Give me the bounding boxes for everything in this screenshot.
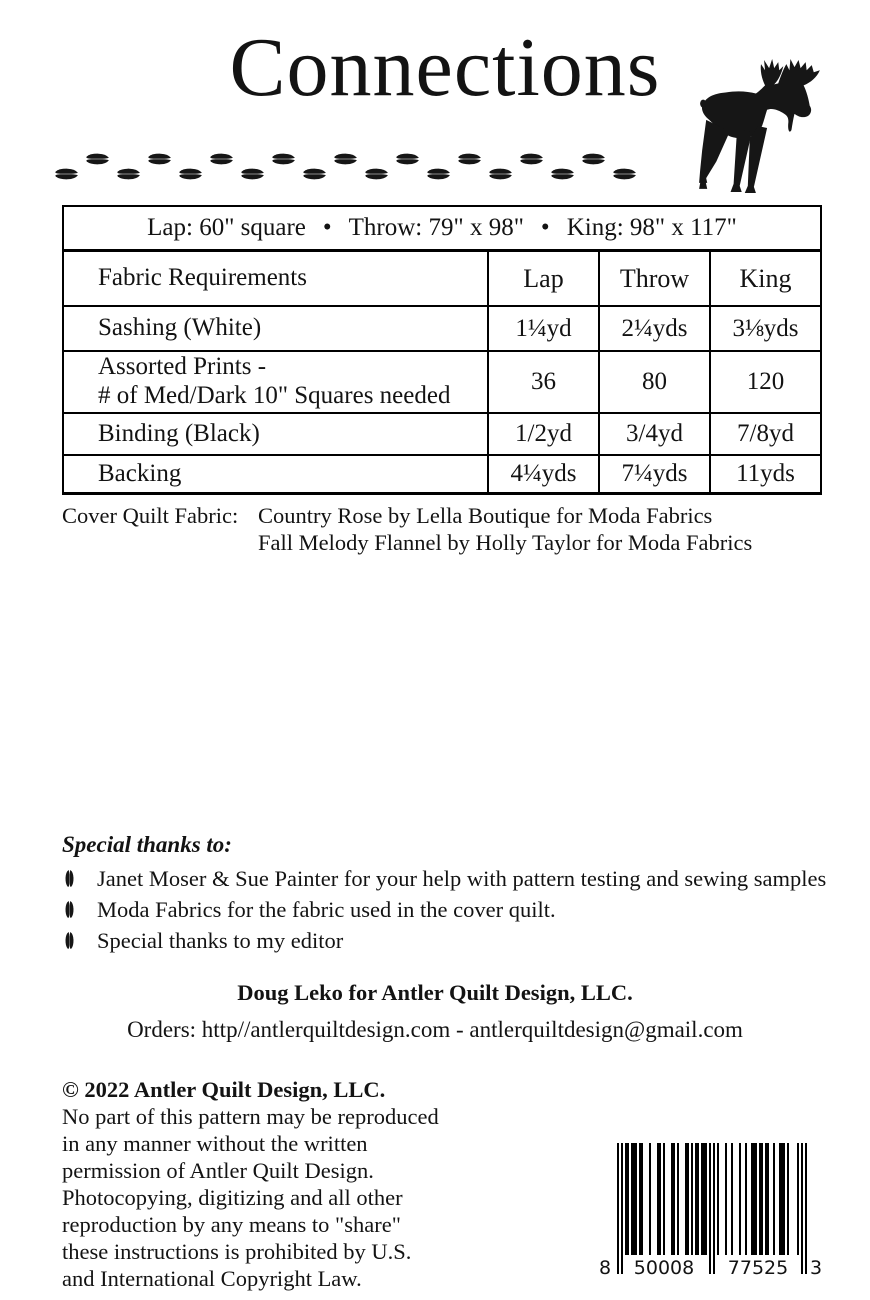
column-header-lap: Lap <box>487 252 598 305</box>
row-label-sashing: Sashing (White) <box>98 314 262 342</box>
cover-quilt-fabric <box>62 502 752 556</box>
separator-dot: • <box>540 214 550 241</box>
row-label-line2: # of Med/Dark 10" Squares needed <box>98 382 451 409</box>
table-row <box>64 350 820 412</box>
list-item <box>62 929 852 953</box>
copyright-line: these instructions is prohibited by U.S. <box>62 1239 412 1264</box>
size-throw: Throw: 79" x 98" <box>348 214 524 241</box>
cell-value: 2¼yds <box>598 307 709 350</box>
cover-fabric-line1: Country Rose by Lella Boutique for Moda Fabrics <box>258 503 713 528</box>
cell-value: 1¼yd <box>487 307 598 350</box>
hoofprint-bullet-icon <box>62 929 77 952</box>
separator-dot: • <box>322 214 332 241</box>
copyright-heading: © 2022 Antler Quilt Design, LLC. <box>62 1077 386 1102</box>
thanks-item-text: Janet Moser & Sue Painter for your help with pattern testing and sewing samples <box>97 866 827 891</box>
hoofprint-bullet-icon <box>62 867 77 890</box>
table-row <box>64 305 820 350</box>
column-header-king: King <box>709 252 820 305</box>
hoofprint-bullet-icon <box>62 898 77 921</box>
size-lap: Lap: 60" square <box>147 214 306 241</box>
fabric-requirements-title: Fabric Requirements <box>98 264 307 292</box>
special-thanks-section <box>62 832 852 960</box>
moose-icon <box>699 57 823 195</box>
upc-barcode <box>597 1143 825 1285</box>
barcode-digit-group: 50008 <box>631 1257 697 1279</box>
thanks-item-text: Special thanks to my editor <box>97 928 344 953</box>
cell-value: 7/8yd <box>709 414 820 454</box>
list-item <box>62 867 852 891</box>
cover-fabric-line2: Fall Melody Flannel by Holly Taylor for Moda Fabrics <box>258 530 753 555</box>
copyright-line: and International Copyright Law. <box>62 1266 362 1291</box>
special-thanks-heading: Special thanks to: <box>62 832 232 857</box>
cell-value: 1/2yd <box>487 414 598 454</box>
copyright-line: reproduction by any means to "share" <box>62 1212 401 1237</box>
barcode-bars <box>617 1143 807 1274</box>
copyright-block <box>62 1076 492 1292</box>
page-title: Connections <box>229 21 661 114</box>
column-header-throw: Throw <box>598 252 709 305</box>
cell-value: 11yds <box>709 456 820 492</box>
cell-value: 7¼yds <box>598 456 709 492</box>
table-header-row <box>64 249 820 305</box>
orders-contact-line: Orders: http//antlerquiltdesign.com - antlerquiltdesign@gmail.com <box>127 1017 743 1042</box>
row-label-binding: Binding (Black) <box>98 419 260 447</box>
copyright-line: No part of this pattern may be reproduced <box>62 1104 439 1129</box>
designer-byline: Doug Leko for Antler Quilt Design, LLC. <box>237 980 633 1005</box>
cell-value: 36 <box>487 352 598 412</box>
row-label-backing: Backing <box>98 459 182 487</box>
cell-value: 3/4yd <box>598 414 709 454</box>
cell-value: 3⅛yds <box>709 307 820 350</box>
fabric-table <box>62 205 822 495</box>
table-row <box>64 454 820 492</box>
table-row <box>64 412 820 454</box>
barcode-digit: 3 <box>810 1257 823 1279</box>
copyright-line: permission of Antler Quilt Design. <box>62 1158 374 1183</box>
thanks-item-text: Moda Fabrics for the fabric used in the cover quilt. <box>97 897 556 922</box>
row-label-assorted-prints <box>64 353 487 411</box>
barcode-digit: 8 <box>599 1257 612 1279</box>
cell-value: 120 <box>709 352 820 412</box>
copyright-line: Photocopying, digitizing and all other <box>62 1185 403 1210</box>
cover-fabric-lines <box>258 502 752 556</box>
cell-value: 4¼yds <box>487 456 598 492</box>
cover-fabric-label: Cover Quilt Fabric: <box>62 503 239 528</box>
copyright-line: in any manner without the written <box>62 1131 368 1156</box>
quilt-sizes-row <box>64 207 820 249</box>
barcode-digit-group: 77525 <box>725 1257 791 1279</box>
row-label-line1: Assorted Prints - <box>98 353 267 381</box>
moose-tracks <box>56 146 656 196</box>
size-king: King: 98" x 117" <box>566 214 737 241</box>
cell-value: 80 <box>598 352 709 412</box>
list-item <box>62 898 852 922</box>
